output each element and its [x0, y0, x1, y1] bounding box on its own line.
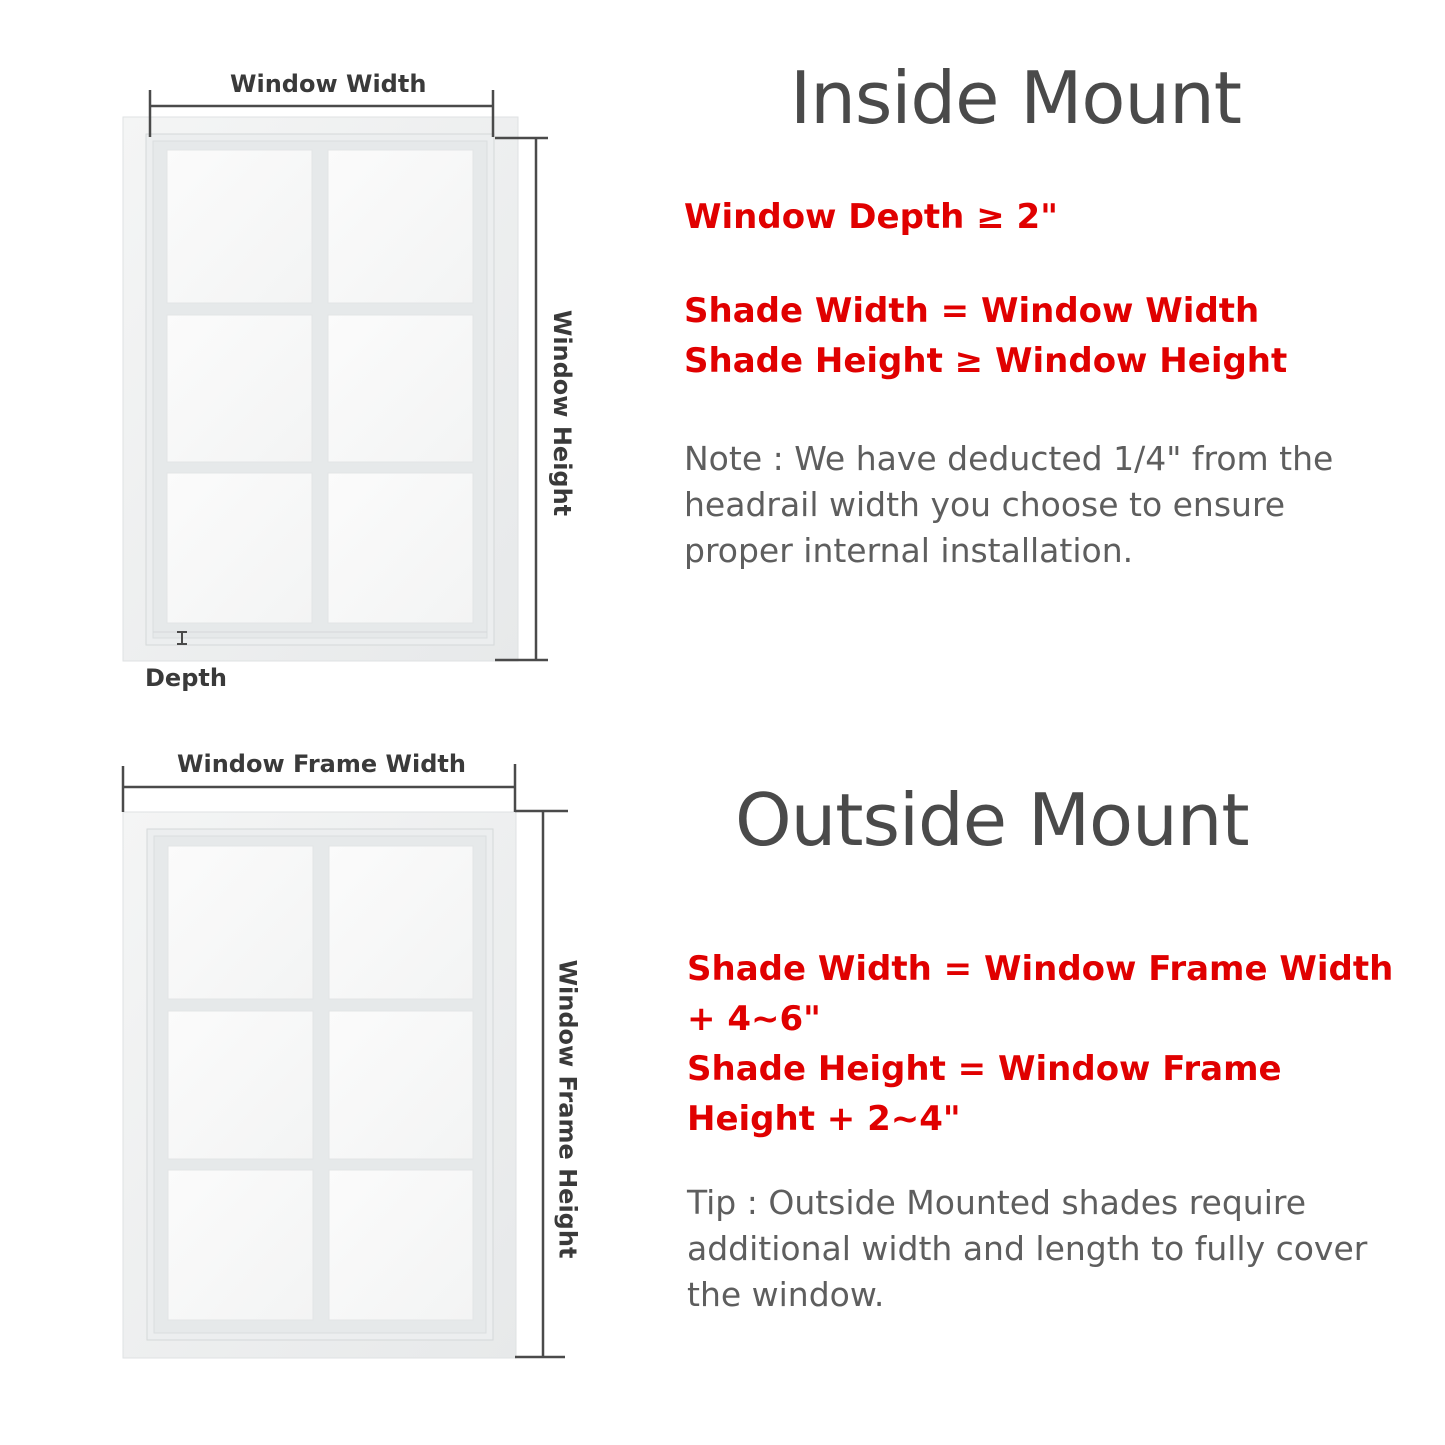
outside-size-rules: [687, 944, 1393, 1144]
inside-width-rule: Shade Width = Window Width: [684, 291, 1260, 331]
window-width-label: Window Width: [230, 70, 427, 98]
depth-rule-text: Window Depth ≥ 2": [684, 197, 1058, 237]
inside-depth-rule: [684, 192, 1058, 242]
outside-width-rule-line1: Shade Width = Window Frame Width: [687, 949, 1394, 989]
window-frame-width-label: Window Frame Width: [177, 750, 466, 778]
inside-height-rule: Shade Height ≥ Window Height: [684, 341, 1288, 381]
outside-width-rule-line2: + 4~6": [687, 999, 821, 1039]
outside-tip: Tip : Outside Mounted shades require additional width and length to fully cover the window.: [687, 1183, 1368, 1314]
inside-note: Note : We have deducted 1/4" from the headrail width you choose to ensure proper internal installation.: [684, 439, 1334, 570]
inside-size-rules: [684, 286, 1287, 386]
depth-label: Depth: [145, 664, 227, 692]
window-height-label: Window Height: [548, 309, 576, 517]
outside-mount-title: Outside Mount: [735, 778, 1249, 862]
inside-mount-title: Inside Mount: [790, 56, 1241, 140]
outside-height-rule-line1: Shade Height = Window Frame: [687, 1049, 1282, 1089]
inside-mount-window: [123, 117, 518, 661]
outside-height-rule-line2: Height + 2~4": [687, 1099, 961, 1139]
window-frame-height-label: Window Frame Height: [553, 959, 581, 1259]
outside-mount-window: [123, 812, 516, 1358]
